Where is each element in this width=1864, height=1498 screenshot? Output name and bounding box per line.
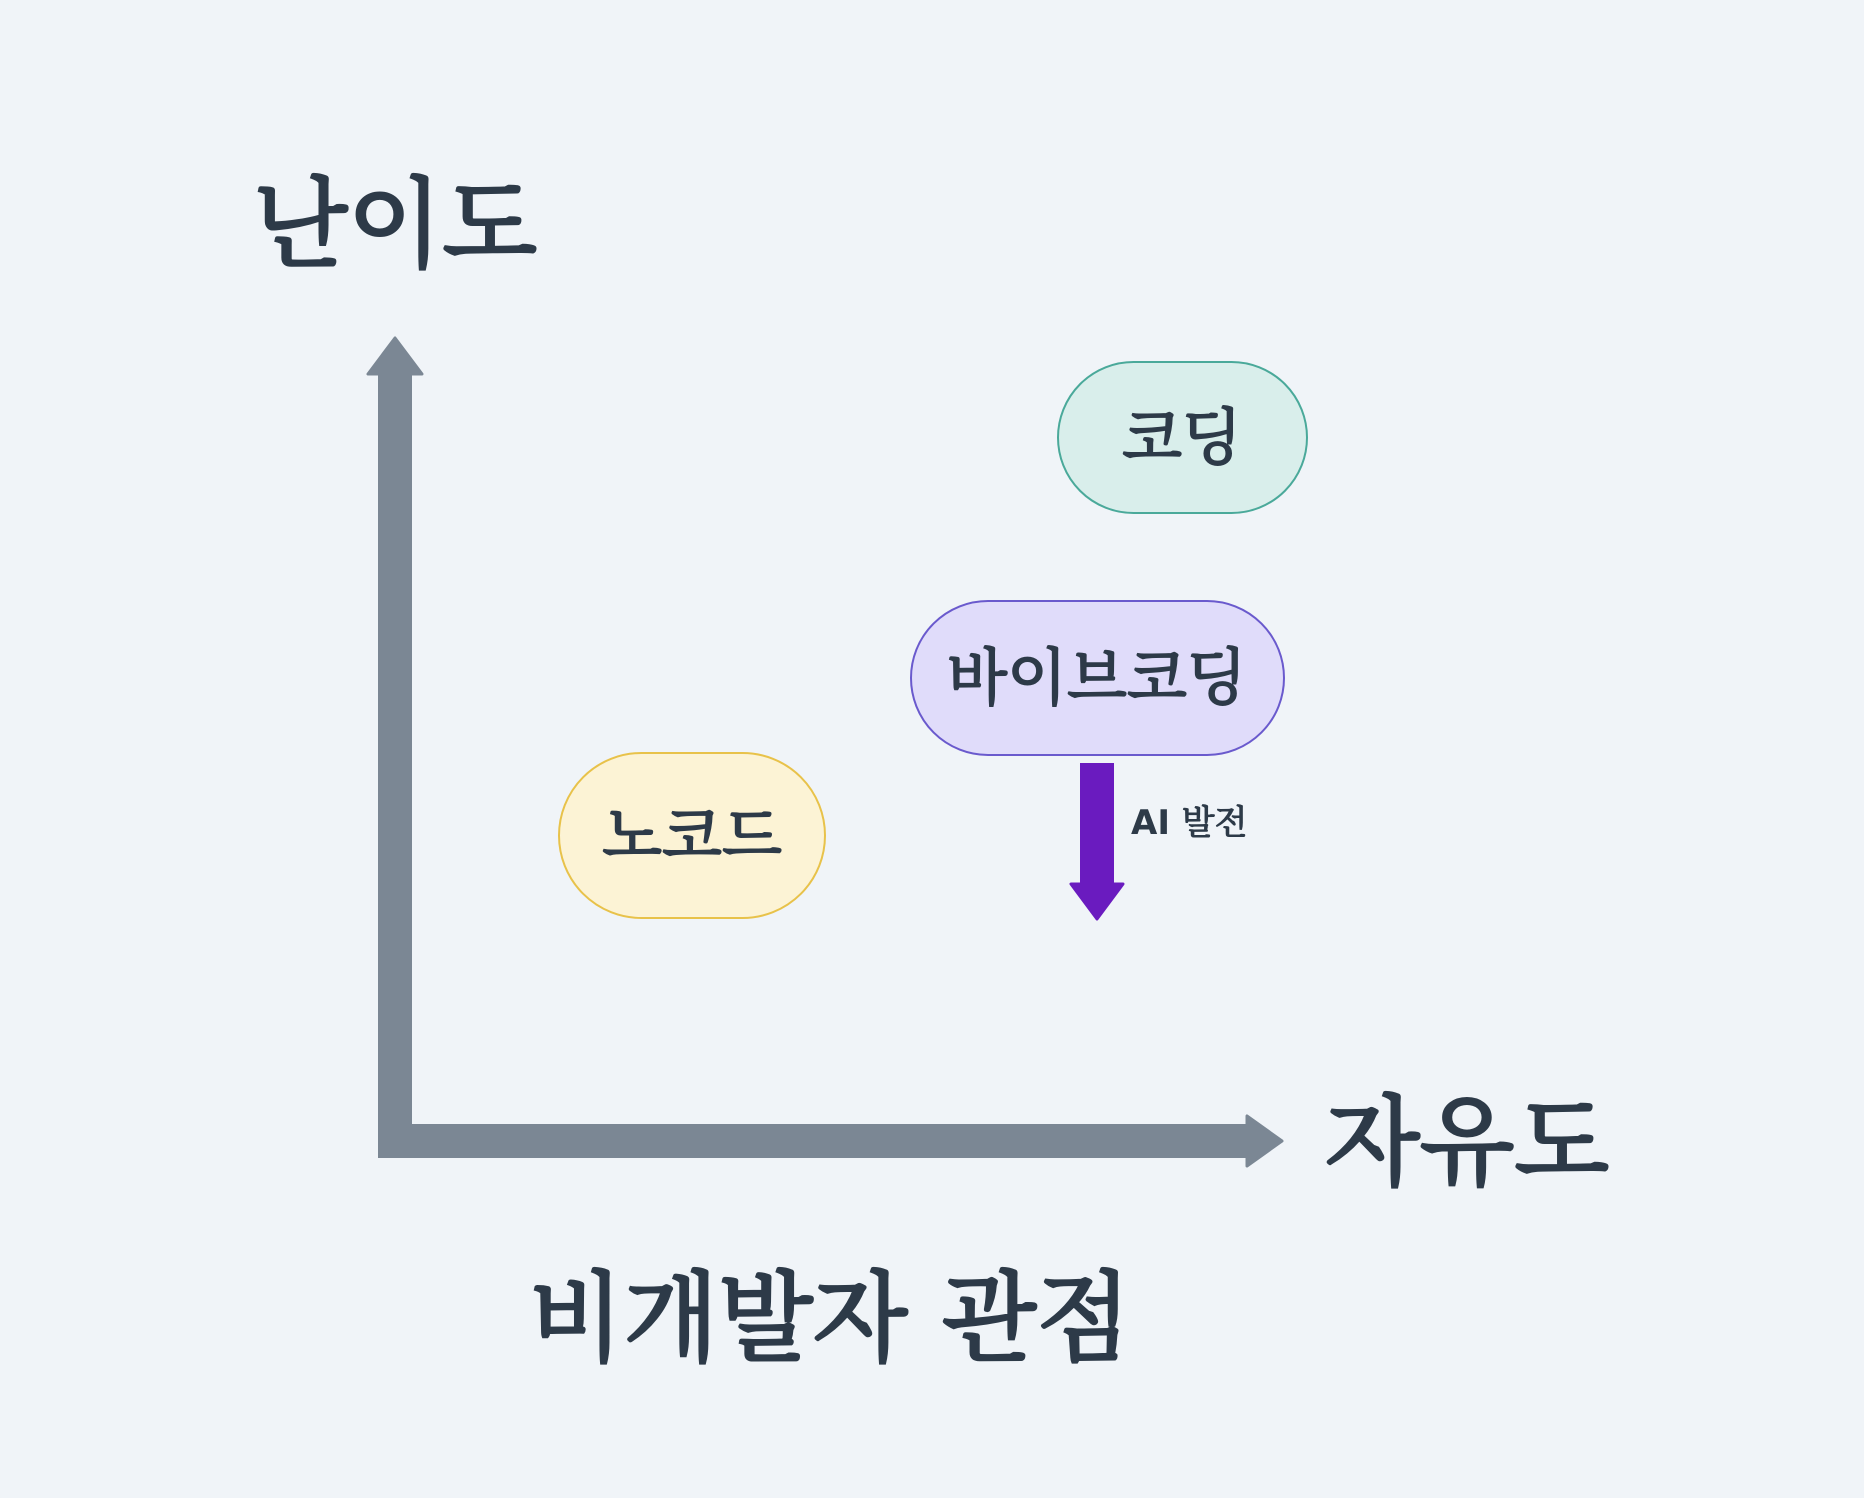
x-axis-line: [378, 1124, 1250, 1158]
node-coding: [1058, 362, 1307, 513]
y-axis-arrowhead: [368, 338, 422, 374]
diagram-caption: 비개발자 관점: [528, 1262, 1132, 1376]
node-vibe-coding-label: 바이브코딩: [947, 641, 1247, 714]
x-axis-arrowhead: [1247, 1116, 1282, 1166]
transition-arrow-shaft: [1080, 763, 1114, 885]
transition-label: AI 발전: [1131, 803, 1248, 843]
node-coding-label: 코딩: [1122, 401, 1242, 474]
y-axis-label: 난이도: [252, 168, 538, 282]
transition-arrow-head: [1071, 884, 1123, 919]
x-axis-label: 자유도: [1324, 1086, 1610, 1200]
node-vibe-coding: [911, 601, 1284, 755]
y-axis: [368, 338, 422, 1157]
node-no-code-label: 노코드: [602, 799, 782, 872]
node-no-code: [559, 753, 825, 918]
y-axis-line: [378, 372, 412, 1157]
transition-arrow: [1071, 763, 1248, 919]
x-axis: [378, 1116, 1282, 1166]
